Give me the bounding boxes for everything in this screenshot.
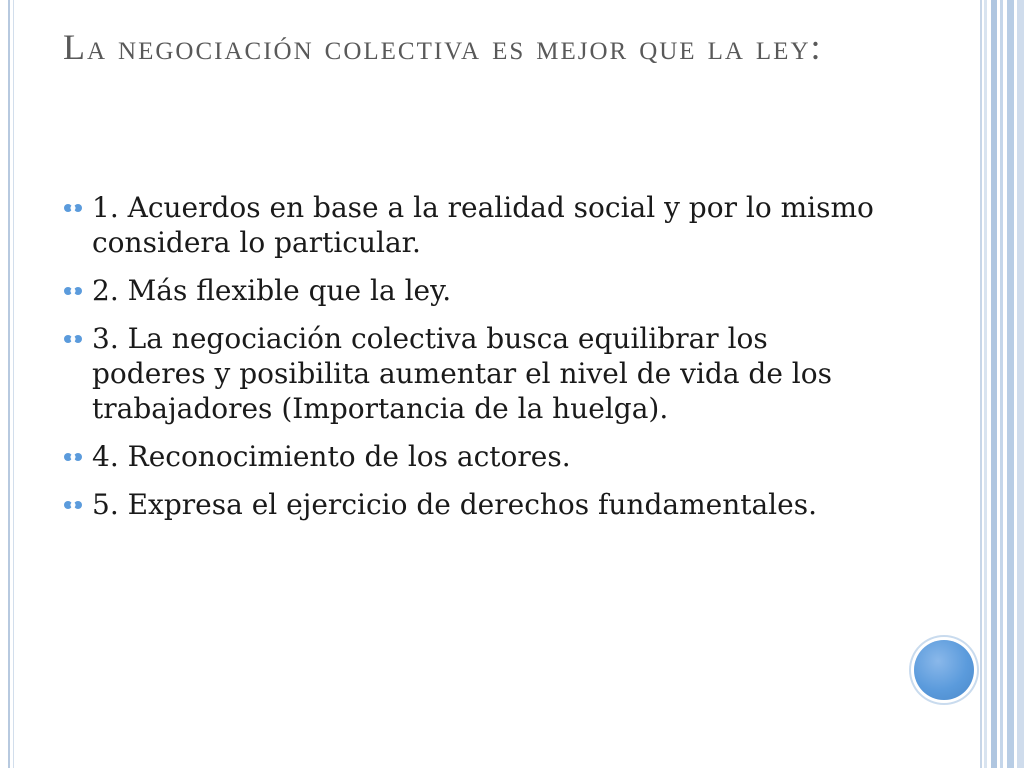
right-decorative-stripes xyxy=(980,0,1024,768)
bullet-item xyxy=(62,439,882,474)
stripe xyxy=(991,0,997,768)
bullet-icon xyxy=(64,201,83,215)
bullet-text: 4. Reconocimiento de los actores. xyxy=(92,440,571,473)
stripe xyxy=(984,0,987,768)
bullet-item xyxy=(62,190,882,260)
bullet-text: 2. Más flexible que la ley. xyxy=(92,274,452,307)
bullet-text: 5. Expresa el ejercicio de derechos fundamentales. xyxy=(92,488,817,521)
bullet-item xyxy=(62,321,882,426)
stripe xyxy=(980,0,982,768)
bullet-icon xyxy=(64,498,83,512)
bullet-item xyxy=(62,487,882,522)
bullet-item xyxy=(62,273,882,308)
bullet-text: 3. La negociación colectiva busca equilibrar los poderes y posibilita aumentar el nivel de vida de los trabajadores (Importancia de la huelga). xyxy=(92,322,832,425)
bullet-text: 1. Acuerdos en base a la realidad social y por lo mismo considera lo particular. xyxy=(92,191,874,259)
stripe xyxy=(1007,0,1014,768)
bullet-icon xyxy=(64,450,83,464)
bullet-icon xyxy=(64,332,83,346)
left-border-line-thin xyxy=(13,0,14,768)
bullet-list xyxy=(62,190,882,535)
stripe xyxy=(1000,0,1003,768)
decorative-circle xyxy=(914,640,974,700)
left-border-line xyxy=(8,0,10,768)
slide-title: La negociación colectiva es mejor que la ley: xyxy=(63,27,823,67)
stripe xyxy=(1017,0,1024,768)
bullet-icon xyxy=(64,284,83,298)
